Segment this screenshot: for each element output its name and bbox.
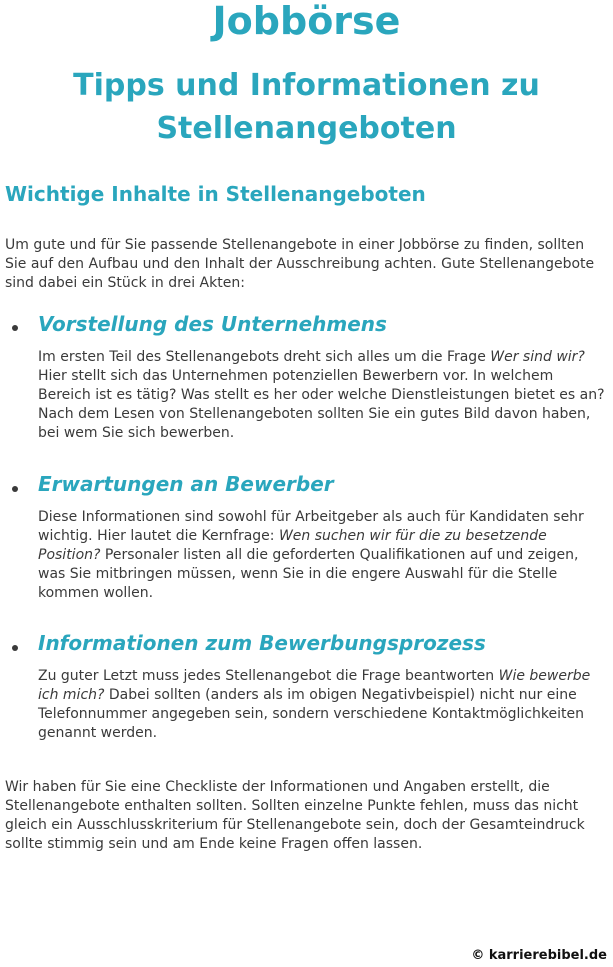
copyright-footer: © karrierebibel.de [471,948,607,963]
subtitle-line-2: Stellenangeboten [156,111,457,146]
bullet-heading-bewerbungsprozess: Informationen zum Bewerbungsprozess [38,631,486,655]
bullet-text: Personaler listen all die geforderten Qualifikationen auf und zeigen, was Sie mitbringen müssen, wenn Sie in die engere Auswahl für die Stelle kommen wollen. [38,547,579,601]
bullet-question: Wen suchen wir für die zu besetzende Position? [38,528,547,563]
bullet-dot [12,645,18,651]
section-heading: Wichtige Inhalte in Stellenangeboten [5,182,426,206]
subtitle-line-1: Tipps und Informationen zu [73,68,540,103]
bullet-body-unternehmen [38,348,608,443]
bullet-heading-erwartungen: Erwartungen an Bewerber [38,472,334,496]
closing-paragraph: Wir haben für Sie eine Checkliste der Informationen und Angaben erstellt, die Stellenangebote enthalten sollten. Sollten einzelne Punkte fehlen, muss das nicht gleich ein Ausschlusskriterium für Stellenangebote sein, doch der Gesamteindruck sollte stimmig sein und am Ende keine Fragen offen lassen. [5,779,585,852]
bullet-question: Wer sind wir? [490,349,585,365]
bullet-body-bewerbungsprozess [38,667,608,743]
bullet-question: Wie bewerbe ich mich? [38,668,591,703]
bullet-text: Zu guter Letzt muss jedes Stellenangebot die Frage beantworten [38,668,499,684]
bullet-dot [12,486,18,492]
page-subtitle [0,64,613,150]
bullet-text: Im ersten Teil des Stellenangebots dreht sich alles um die Frage [38,349,491,365]
bullet-text: Diese Informationen sind sowohl für Arbeitgeber als auch für Kandidaten sehr wichtig. Hier lautet die Kernfrage: [38,509,584,544]
intro-paragraph: Um gute und für Sie passende Stellenangebote in einer Jobbörse zu finden, sollten Sie auf den Aufbau und den Inhalt der Ausschreibung achten. Gute Stellenangebote sind dabei ein Stück in drei Akten: [5,237,595,291]
bullet-text: Hier stellt sich das Unternehmen potenziellen Bewerbern vor. In welchem Bereich ist es tätig? Was stellt es her oder welche Dienstleistungen bietet es an? Nach dem Lesen von Stellenangeboten sollten Sie ein gutes Bild davon haben, bei wem Sie sich bewerben. [38,368,605,441]
bullet-heading-unternehmen: Vorstellung des Unternehmens [38,312,387,336]
page-title: Jobbörse [212,0,401,43]
bullet-text: Dabei sollten (anders als im obigen Negativbeispiel) nicht nur eine Telefonnummer angegeben sein, sondern verschiedene Kontaktmöglichkeiten genannt werden. [38,687,584,741]
bullet-dot [12,325,18,331]
bullet-body-erwartungen [38,508,608,603]
